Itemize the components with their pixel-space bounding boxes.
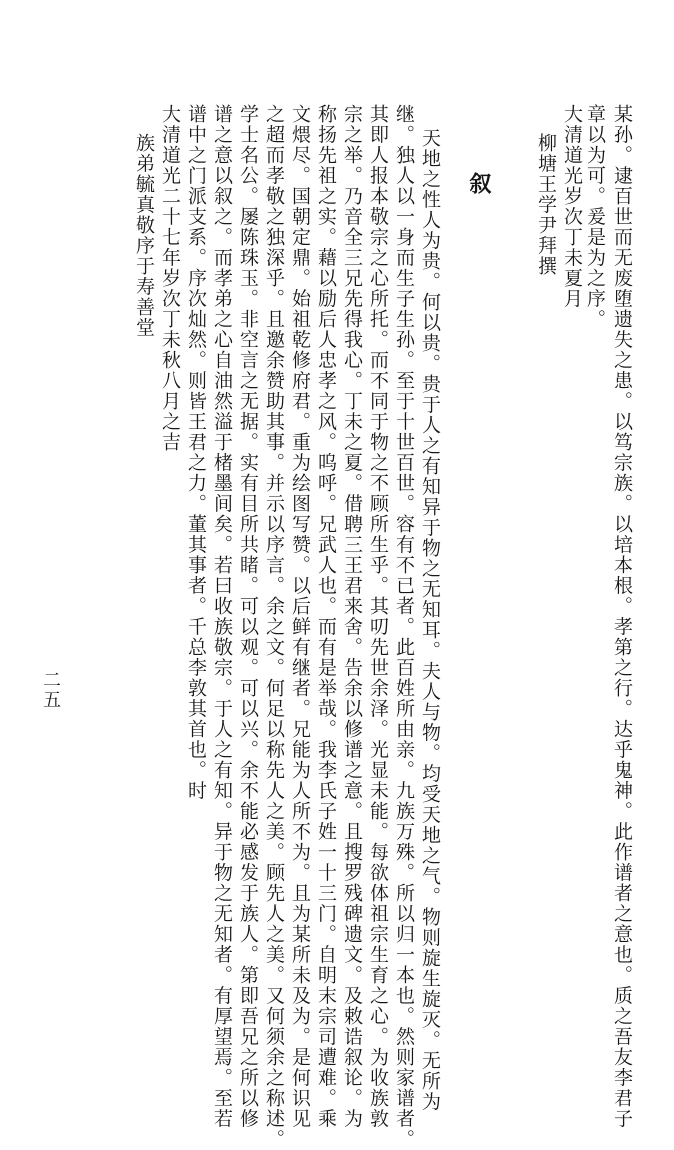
section-line-3: 其即人报本敬宗之心所托。而不同于物之不顾所生乎。其叨先世余泽。光显未能。每欲体祖宗生育之心。为收族敦 [367,104,389,1129]
section-date: 大清道光二十七年岁次丁未秋八月之吉 [159,104,181,453]
section-line-10: 谱中之门派支系。序次灿然。则皆王君之力。董其事者。千总李敦其首也。时 [185,104,207,801]
preface-line-1: 某孙。逮百世而无废堕遗失之患。以笃宗族。以培本根。孝第之行。达乎鬼神。此作谱者之意也。质之吾友李君子 [611,104,633,1129]
section-line-4: 宗之举。乃音全三兄先得我心。丁未之夏。借聘三王君来舍。告余以修谱之意。且搜罗残碑遗文。及敕诰叙论。为 [341,104,363,1129]
section-line-9: 谱之意以叙之。而孝弟之心自油然溢于楮墨间矣。若曰收族敬宗。于人之有知。异于物之无知者。有厚望焉。至若 [211,104,233,1129]
page-number: 二五 [40,670,61,710]
preface-signature: 柳塘王学尹拜撰 [535,133,557,277]
preface-date: 大清道光岁次丁未夏月 [561,104,583,309]
section-line-1: 天地之性人为贵。何以贵。贵于人之有知异于物之无知耳。夫人与物。均受天地之气。物则旋生旋灭。无所为 [419,128,441,1112]
section-line-2: 继。独人以一身而生子生孙。至于十世百世。容有不已者。此百姓所由亲。九族万殊。所以归一本也。然则家谱者。 [393,104,415,1150]
section-signature: 族弟毓真敬序于寿善堂 [133,133,155,338]
preface-line-2: 章以为可。爰是为之序。 [584,104,606,330]
section-heading: 叙 [466,172,492,204]
section-line-7: 之超而孝敬之独深乎。且邀余赞助其事。并示以序言。余之文。何足以称先人之美。顾先人之美。又何须余之称述。 [263,104,285,1150]
section-line-5: 称扬先祖之实。藉以励后人忠孝之风。呜呼。兄武人也。而有是举哉。我李氏子姓一十三门。自明末宗司遭难。乘 [315,104,337,1129]
section-line-8: 学士名公。屡陈珠玉。非空言之无据。实有目所共睹。可以观。可以兴。余不能必感发于族人。第即吾兄之所以修 [237,104,259,1129]
section-line-6: 文煨尽。国朝定鼎。始祖乾修府君。重为绘图写赞。以后鲜有继者。兄能为人所不为。且为某所未及为。是何识见 [289,104,311,1129]
